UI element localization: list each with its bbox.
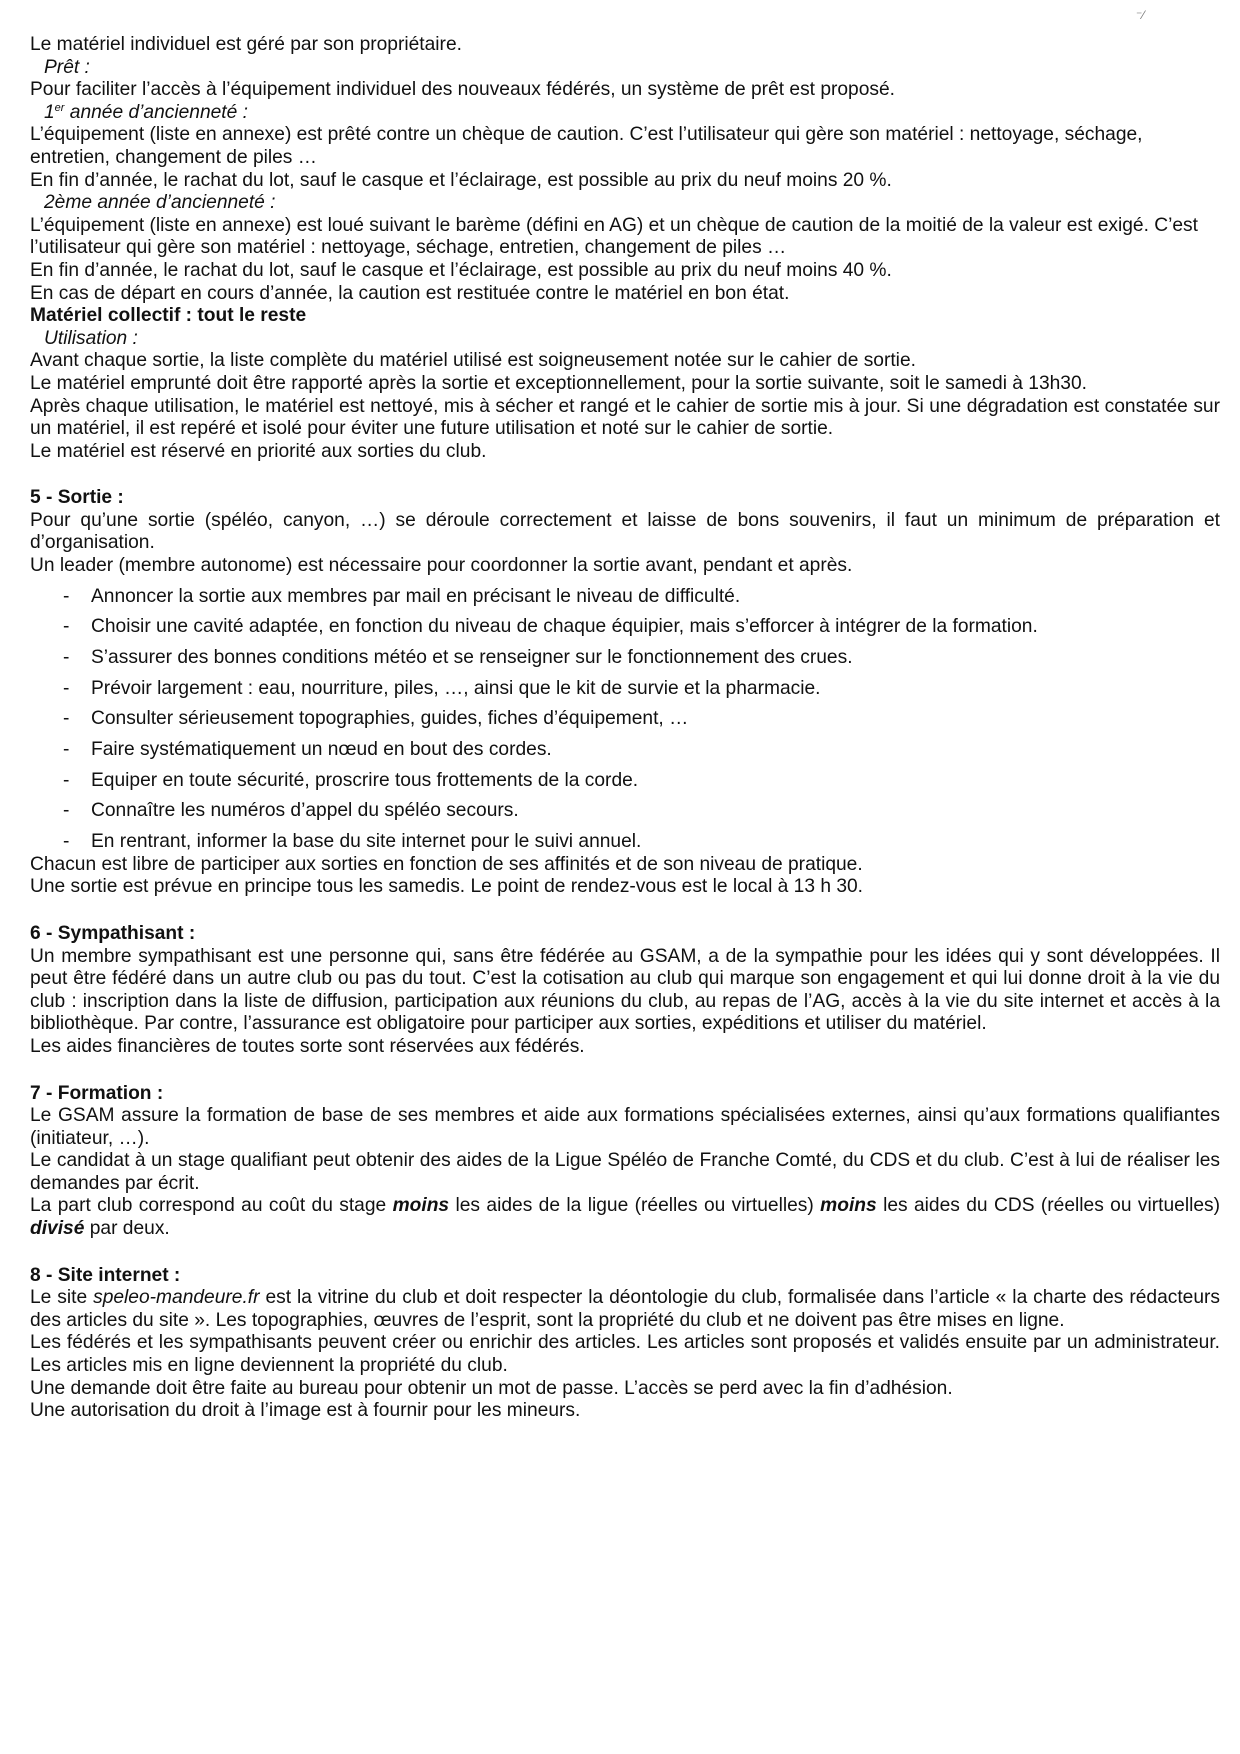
collectif-heading: Matériel collectif : tout le reste	[30, 305, 307, 327]
second-year-label: 2ème année d’ancienneté :	[44, 192, 276, 214]
utilisation-label: Utilisation :	[44, 327, 138, 349]
list-item: - En rentrant, informer la base du site internet pour le suivi annuel.	[30, 831, 1220, 854]
sortie-schedule: Une sortie est prévue en principe tous les samedis. Le point de rendez-vous est le local à 13 h 30.	[30, 876, 864, 898]
section-heading-sortie: 5 - Sortie :	[30, 487, 124, 509]
formation-paragraph: Le candidat à un stage qualifiant peut obtenir des aides de la Ligue Spéléo de Franche Comté, du CDS et du club. C’est à lui de réaliser les demandes par écrit.	[30, 1150, 1220, 1194]
site-paragraph: Une autorisation du droit à l’image est à fournir pour les mineurs.	[30, 1400, 581, 1422]
utilisation-paragraph: Après chaque utilisation, le matériel est nettoyé, mis à sécher et rangé et le cahier de sortie mis à jour. Si une dégradation est constatée sur un matériel, il est repéré et isolé pour éviter une future utilisation et noté sur le cahier de sortie.	[30, 395, 1220, 440]
departure-paragraph: En cas de départ en cours d’année, la caution est restituée contre le matériel en bon état.	[30, 282, 790, 304]
second-year-buyback: En fin d’année, le rachat du lot, sauf le casque et l’éclairage, est possible au prix du neuf moins 40 %.	[30, 259, 892, 281]
pret-label: Prêt :	[44, 56, 90, 78]
sortie-checklist	[30, 586, 1220, 854]
site-paragraph: Une demande doit être faite au bureau pour obtenir un mot de passe. L’accès se perd avec la fin d’adhésion.	[30, 1377, 953, 1399]
formation-part-club: La part club correspond au coût du stage moins les aides de la ligue (réelles ou virtuelles) moins les aides du CDS (réelles ou virtuelles) divisé par deux.	[30, 1195, 1221, 1240]
section-heading-formation: 7 - Formation :	[30, 1082, 164, 1104]
sympathisant-aides: Les aides financières de toutes sorte sont réservées aux fédérés.	[30, 1035, 585, 1057]
site-name: speleo-mandeure.fr	[93, 1287, 260, 1309]
list-item: - Choisir une cavité adaptée, en fonction du niveau de chaque équipier, mais s’efforcer à intégrer de la formation.	[30, 616, 1220, 639]
utilisation-paragraph: Avant chaque sortie, la liste complète du matériel utilisé est soigneusement notée sur le cahier de sortie.	[30, 350, 916, 372]
first-year-paragraph: L’équipement (liste en annexe) est prêté contre un chèque de caution. C’est l’utilisateur qui gère son matériel : nettoyage, séchage, entretien, changement de piles …	[30, 124, 1143, 168]
formation-paragraph: Le GSAM assure la formation de base de ses membres et aide aux formations spécialisées externes, ainsi qu’aux formations qualifiantes (initiateur, …).	[30, 1105, 1220, 1149]
utilisation-paragraph: Le matériel est réservé en priorité aux sorties du club.	[30, 440, 487, 462]
document-page	[30, 34, 1220, 1423]
list-item: - Faire systématiquement un nœud en bout des cordes.	[30, 739, 1220, 762]
list-item: - S’assurer des bonnes conditions météo et se renseigner sur le fonctionnement des crues.	[30, 647, 1220, 670]
utilisation-paragraph: Le matériel emprunté doit être rapporté après la sortie et exceptionnellement, pour la sortie suivante, soit le samedi à 13h30.	[30, 372, 1087, 394]
list-item: - Consulter sérieusement topographies, guides, fiches d’équipement, …	[30, 708, 1220, 731]
owner-paragraph: Le matériel individuel est géré par son propriétaire.	[30, 34, 462, 55]
section-heading-sympathisant: 6 - Sympathisant :	[30, 922, 196, 944]
sortie-intro: Pour qu’une sortie (spéléo, canyon, …) se déroule correctement et laisse de bons souvenirs, il faut un minimum de préparation et d’organisation.	[30, 509, 1220, 554]
sortie-outro: Chacun est libre de participer aux sorties en fonction de ses affinités et de son niveau de pratique.	[30, 853, 863, 875]
sortie-leader: Un leader (membre autonome) est nécessaire pour coordonner la sortie avant, pendant et après.	[30, 555, 853, 577]
list-item: - Connaître les numéros d’appel du spéléo secours.	[30, 800, 1220, 823]
first-year-label: 1er année d’ancienneté :	[44, 101, 248, 123]
list-item: - Equiper en toute sécurité, proscrire tous frottements de la corde.	[30, 770, 1220, 793]
first-year-buyback: En fin d’année, le rachat du lot, sauf le casque et l’éclairage, est possible au prix du neuf moins 20 %.	[30, 169, 892, 191]
section-heading-site: 8 - Site internet :	[30, 1264, 181, 1286]
scan-mark: ⁻⁄	[1136, 8, 1145, 22]
list-item: - Annoncer la sortie aux membres par mail en précisant le niveau de difficulté.	[30, 586, 1220, 609]
pret-paragraph: Pour faciliter l’accès à l’équipement individuel des nouveaux fédérés, un système de prêt est proposé.	[30, 79, 895, 101]
sympathisant-paragraph: Un membre sympathisant est une personne qui, sans être fédérée au GSAM, a de la sympathie pour les idées qui y sont développées. Il peut être fédéré dans un autre club ou pas du tout. C’est la cotisation au club qui marque son engagement et qui lui donne droit à la vie du club : inscription dans la liste de diffusion, participation aux réunions du club, au repas de l’AG, accès à la vie du site internet et accès à la bibliothèque. Par contre, l’assurance est obligatoire pour participer aux sorties, expéditions et utiliser du matériel.	[30, 945, 1220, 1035]
list-item: - Prévoir largement : eau, nourriture, piles, …, ainsi que le kit de survie et la pharmacie.	[30, 678, 1220, 701]
site-paragraph: Le site speleo-mandeure.fr est la vitrine du club et doit respecter la déontologie du club, formalisée dans l’article « la charte des rédacteurs des articles du site ». Les topographies, œuvres de l’esprit, sont la propriété du club et ne doivent pas être mises en ligne.	[30, 1287, 1220, 1331]
site-paragraph: Les fédérés et les sympathisants peuvent créer ou enrichir des articles. Les articles sont proposés et validés ensuite par un administrateur. Les articles mis en ligne deviennent la propriété du club.	[30, 1332, 1220, 1377]
second-year-paragraph: L’équipement (liste en annexe) est loué suivant le barème (défini en AG) et un chèque de caution de la moitié de la valeur est exigé. C’est l’utilisateur qui gère son matériel : nettoyage, séchage, entretien, changement de piles …	[30, 214, 1198, 259]
